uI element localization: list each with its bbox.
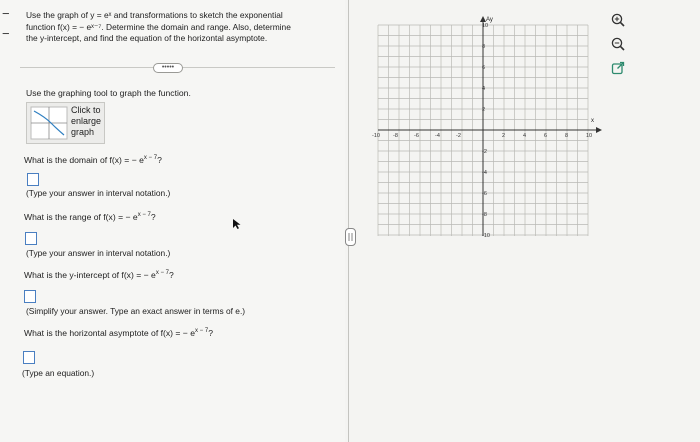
question-y-intercept-suffix: ? [169,270,174,280]
graph-tool-caption [71,105,101,138]
x-tick-label: 6 [544,133,548,139]
y-tick-label: 8 [482,44,486,50]
pane-separator [348,0,349,442]
dash-mark-icon-2: − [2,26,10,41]
problem-statement [26,10,338,45]
x-tick-label: 4 [523,133,527,139]
question-range-suffix: ? [150,212,156,222]
asymptote-answer-input[interactable] [23,351,35,364]
mouse-cursor-icon [232,218,242,230]
y-tick-label: 4 [482,86,486,92]
problem-line-1: Use the graph of y = eˣ and transformations to sketch the exponential [26,10,283,20]
y-tick-label: -6 [482,191,487,197]
graph-tool-label: Use the graphing tool to graph the function. [26,88,191,98]
question-range-prefix: What is the range of f(x) = − e [24,212,138,222]
x-tick-label: -6 [414,133,419,139]
external-link-icon[interactable] [610,60,626,76]
question-asymptote-exponent: x − 7 [195,328,209,334]
question-y-intercept-exponent: x − 7 [155,270,170,276]
question-domain-suffix: ? [157,155,162,165]
range-answer-input[interactable] [25,232,37,245]
y-tick-label: -4 [482,170,487,176]
x-tick-label: 8 [565,133,569,139]
question-domain-prefix: What is the domain of f(x) = − e [24,155,144,165]
zoom-in-icon[interactable] [610,12,626,28]
pane-resize-handle[interactable] [345,228,356,246]
range-hint: (Type your answer in interval notation.) [26,248,171,258]
dash-mark-icon: − [2,6,10,21]
graph-tool-button[interactable] [26,102,105,144]
zoom-out-icon[interactable] [610,36,626,52]
question-asymptote-suffix: ? [208,328,213,338]
x-axis-label: x [591,118,594,124]
y-tick-label: 2 [482,107,486,113]
domain-hint: (Type your answer in interval notation.) [26,188,171,198]
question-range [24,212,156,222]
question-y-intercept-prefix: What is the y-intercept of f(x) = − e [24,270,156,280]
y-tick-label: 10 [482,23,489,29]
question-pane [0,0,345,442]
x-tick-label: -8 [393,133,398,139]
problem-line-2: function f(x) = − eˣ⁻⁷. Determine the domain and range. Also, determine [26,21,291,32]
question-range-exponent: x − 7 [137,212,151,218]
question-asymptote-prefix: What is the horizontal asymptote of f(x) = − e [24,328,195,338]
y-tick-label: -8 [482,212,487,218]
coordinate-grid[interactable] [372,14,603,239]
domain-answer-input[interactable] [27,173,39,186]
y-axis-label: Ay [486,17,493,23]
x-tick-label: -2 [456,133,461,139]
caption-line-3: graph [71,127,95,137]
graph-thumbnail-icon [31,107,67,139]
y-tick-label: 6 [482,65,486,71]
asymptote-hint: (Type an equation.) [22,368,95,378]
x-tick-label: -10 [372,133,380,139]
x-tick-label: 2 [502,133,506,139]
y-intercept-answer-input[interactable] [24,290,36,303]
question-domain [24,155,162,165]
caption-line-1: Click to [71,105,101,115]
question-domain-exponent: x − 7 [143,155,158,161]
y-intercept-hint: (Simplify your answer. Type an exact answer in terms of e.) [26,306,246,316]
coordinate-graph[interactable] [372,14,603,241]
drag-handle-icon [346,229,355,245]
y-tick-label: -2 [482,149,487,155]
x-tick-label: -4 [435,133,440,139]
problem-line-3: the y-intercept, and find the equation of the horizontal asymptote. [26,33,268,43]
question-y-intercept [24,270,174,280]
question-horizontal-asymptote [24,328,213,338]
x-tick-label: 10 [586,133,593,139]
more-button[interactable]: ••••• [153,63,183,73]
caption-line-2: enlarge [71,116,102,126]
y-tick-label: -10 [482,233,490,239]
